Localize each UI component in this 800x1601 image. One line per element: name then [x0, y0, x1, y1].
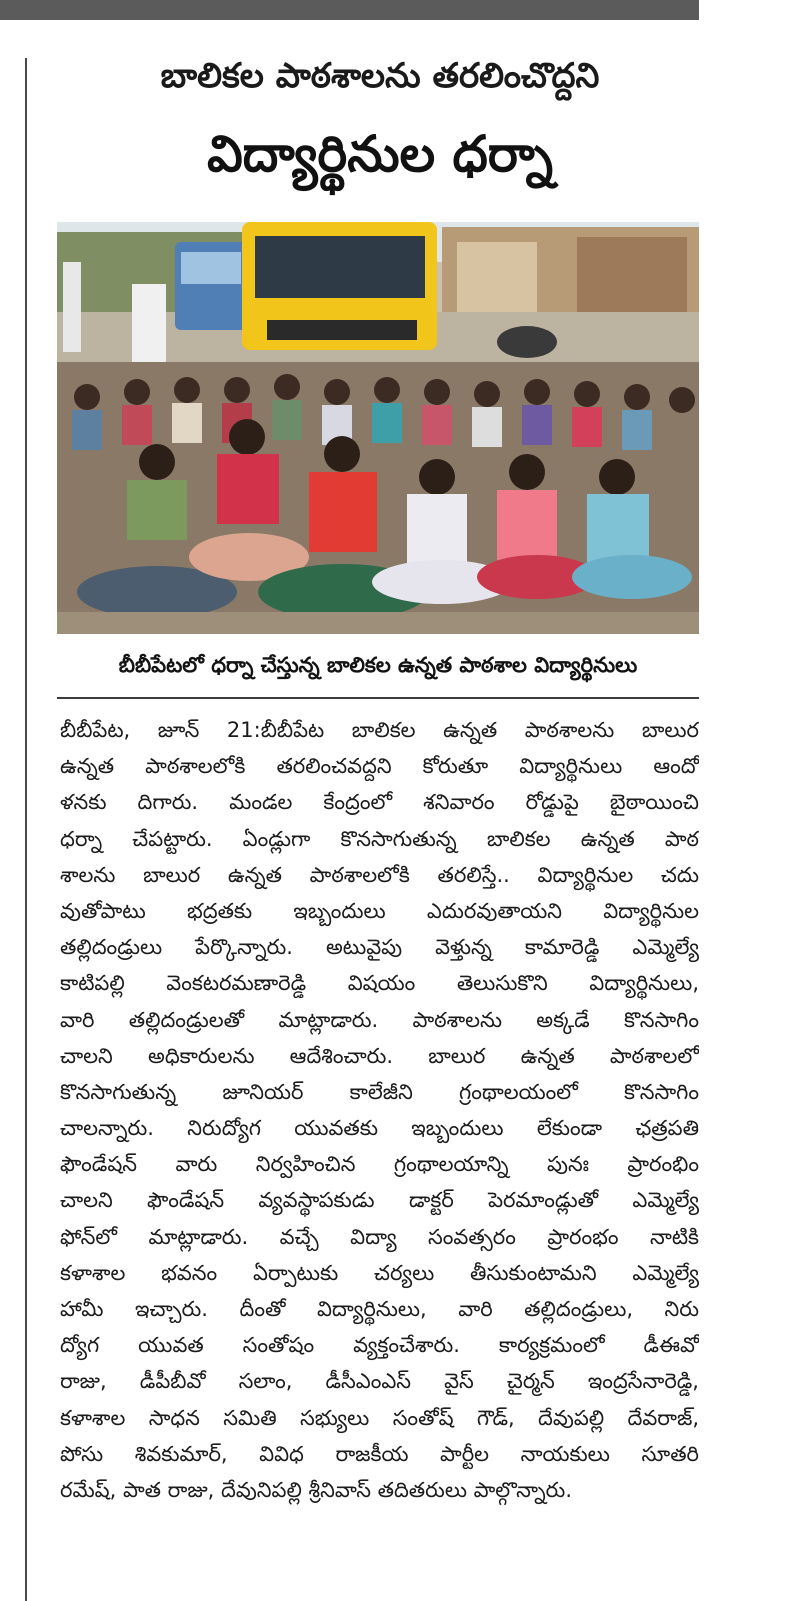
article-kicker: బాలికల పాఠశాలను తరలించొద్దని: [160, 56, 600, 96]
photo-caption: బీబీపేటలో ధర్నా చేస్తున్న బాలికల ఉన్నత పాఠశాల విద్యార్థినులు: [118, 653, 638, 677]
body-line: ళనకు దిగారు. మండల కేంద్రంలో శనివారం రోడ్డుపై బైఠాయించి: [60, 790, 699, 815]
right-margin: [699, 0, 800, 1601]
body-line: వుతోపాటు భద్రతకు ఇబ్బందులు ఎదురవుతాయని విద్యార్థినుల: [60, 898, 699, 923]
body-line: ఉన్నత పాఠశాలలోకి తరలించవద్దని కోరుతూ విద్యార్థినులు ఆందో: [60, 754, 699, 779]
body-line: ధర్నా చేపట్టారు. ఏండ్లుగా కొనసాగుతున్న బాలికల ఉన్నత పాఠ: [60, 826, 699, 851]
body-line: కొనసాగుతున్న జూనియర్ కాలేజీని గ్రంథాలయంలో కొనసాగిం: [60, 1079, 699, 1104]
body-line: బీబీపేట, జూన్ 21:బీబీపేట బాలికల ఉన్నత పాఠశాలను బాలుర: [60, 718, 699, 742]
column-divider-rule: [25, 58, 27, 1601]
body-line: రాజు, డీపీబీవో సలాం, డీసీఎంఎస్ వైస్ చైర్మన్ ఇంద్రసేనారెడ్డి,: [60, 1369, 699, 1394]
body-line: చాలని ఫౌండేషన్ వ్యవస్థాపకుడు డాక్టర్ పెరమాండ్లుతో ఎమ్మెల్యే: [60, 1188, 699, 1213]
news-photo: [57, 222, 699, 634]
body-line: కళాశాల భవనం ఏర్పాటుకు చర్యలు తీసుకుంటామని ఎమ్మెల్యే: [60, 1260, 699, 1285]
body-line: ఫోన్‌లో మాట్లాడారు. వచ్చే విద్యా సంవత్సరం ప్రారంభం నాటికి: [60, 1224, 699, 1249]
body-line: కళాశాల సాధన సమితి సభ్యులు సంతోష్ గౌడ్, దేవుపల్లి దేవరాజ్,: [60, 1405, 699, 1430]
body-line: తల్లిదండ్రులు పేర్కొన్నారు. అటువైపు వెళ్తున్న కామారెడ్డి ఎమ్మెల్యే: [60, 935, 699, 960]
body-line: రమేష్, పాత రాజు, దేవునిపల్లి శ్రీనివాస్ తదితరులు పాల్గొన్నారు.: [60, 1477, 572, 1502]
body-line: వారి తల్లిదండ్రులతో మాట్లాడారు. పాఠశాలను అక్కడే కొనసాగిం: [60, 1007, 699, 1032]
body-line: కాటిపల్లి వెంకటరమణారెడ్డి విషయం తెలుసుకొని విద్యార్థినులు,: [60, 971, 699, 996]
article-headline: విద్యార్థినుల ధర్నా: [207, 125, 553, 183]
body-line: పోసు శివకుమార్, వివిధ రాజకీయ పార్టీల నాయకులు సూతరి: [60, 1441, 699, 1466]
article-body: [60, 712, 699, 1508]
body-line: హామీ ఇచ్చారు. దీంతో విద్యార్థినులు, వారి తల్లిదండ్రులు, నిరు: [60, 1297, 699, 1321]
caption-divider: [57, 697, 699, 699]
body-line: ఫౌండేషన్ వారు నిర్వహించిన గ్రంథాలయాన్ని పునః ప్రారంభిం: [60, 1152, 699, 1177]
top-edge-bar: [0, 0, 699, 20]
body-line: ద్యోగ యువత సంతోషం వ్యక్తంచేశారు. కార్యక్రమంలో డీఈవో: [60, 1333, 699, 1358]
body-line: చాలన్నారు. నిరుద్యోగ యువతకు ఇబ్బందులు లేకుండా ఛత్రపతి: [60, 1116, 699, 1141]
body-line: చాలని అధికారులను ఆదేశించారు. బాలుర ఉన్నత పాఠశాలలో: [60, 1043, 699, 1068]
body-line: శాలను బాలుర ఉన్నత పాఠశాలలోకి తరలిస్తే.. విద్యార్థినుల చదు: [60, 862, 699, 887]
